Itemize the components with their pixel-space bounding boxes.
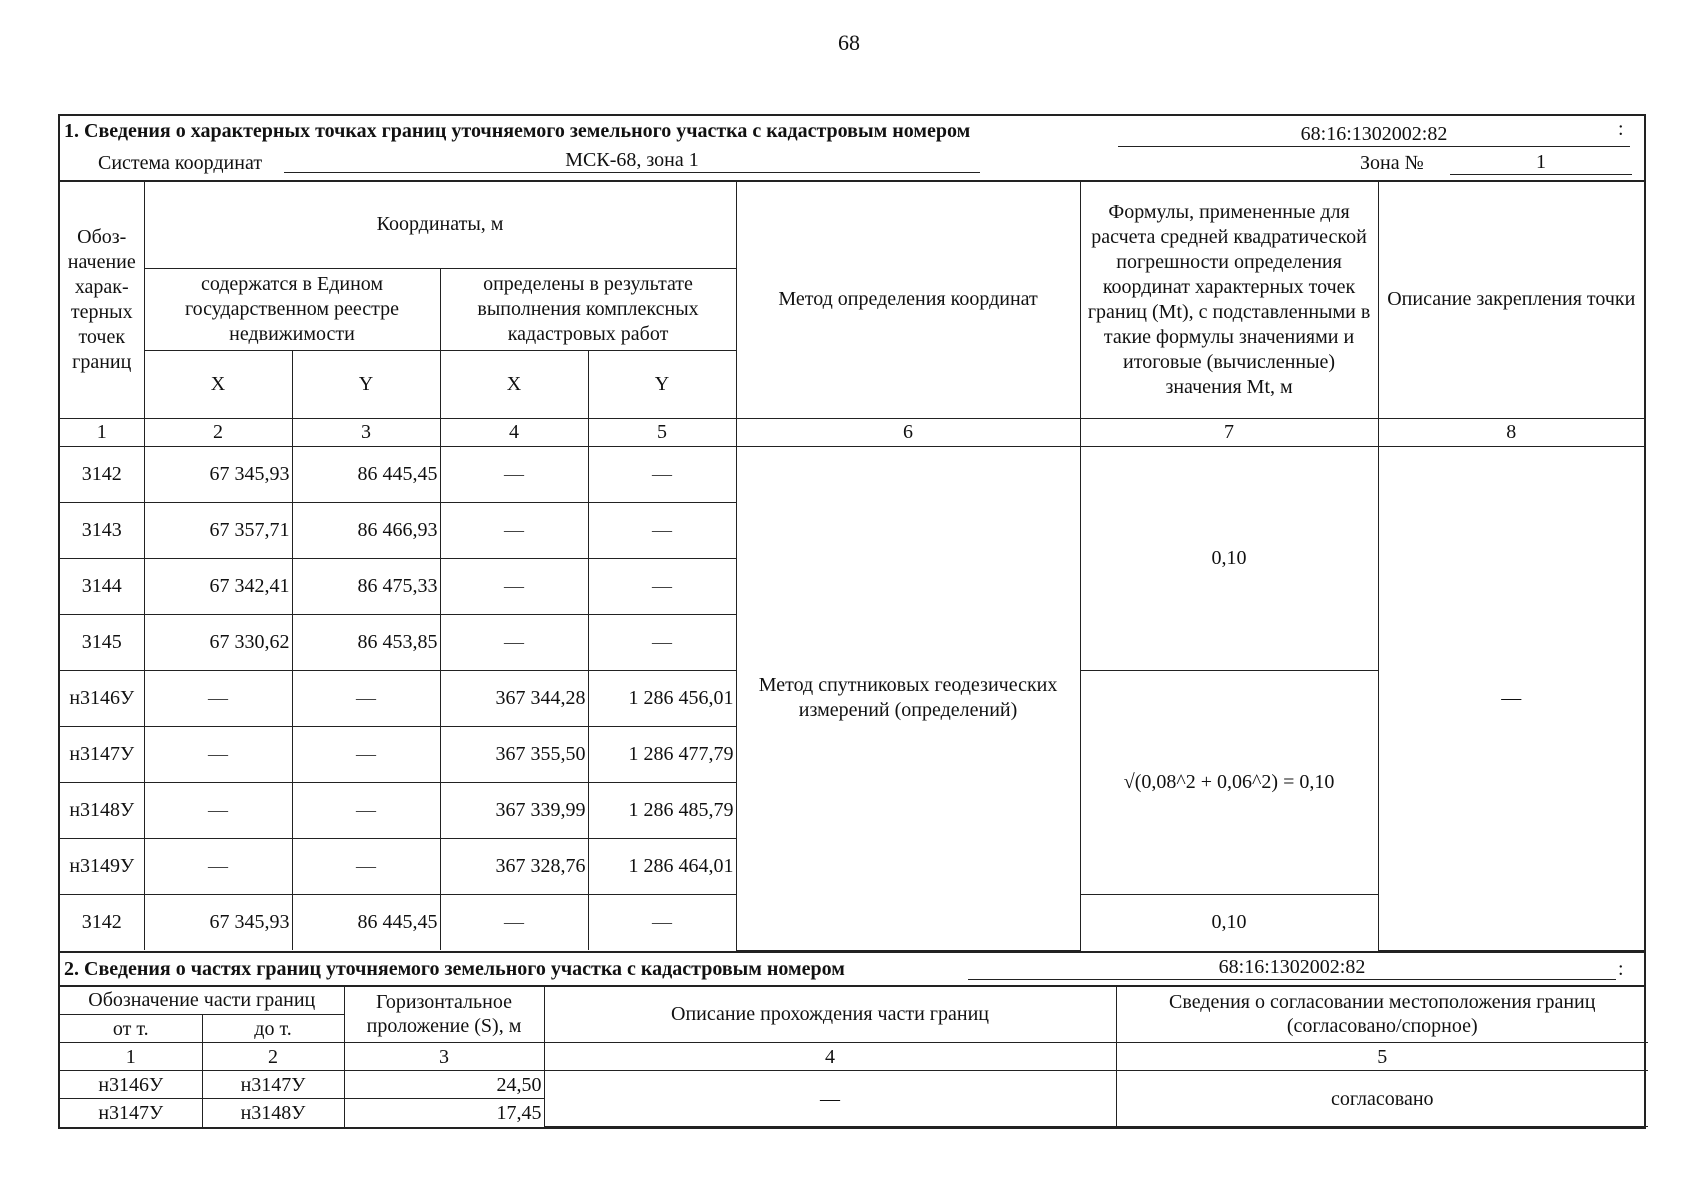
point-name: 3143	[60, 502, 144, 558]
y-complex: 1 286 464,01	[588, 838, 736, 894]
point-name: 3144	[60, 558, 144, 614]
section1-header	[60, 116, 1644, 182]
col-number: 4	[544, 1043, 1116, 1071]
x-complex: 367 344,28	[440, 670, 588, 726]
method-value: Метод спутниковых геодезических измерений (определений)	[736, 446, 1080, 950]
y-complex: 1 286 456,01	[588, 670, 736, 726]
col-number: 3	[344, 1043, 544, 1071]
table-row	[60, 1071, 1648, 1099]
header-from: от т.	[60, 1015, 202, 1043]
x-complex: —	[440, 502, 588, 558]
col-number: 8	[1378, 418, 1644, 446]
col-number: 7	[1080, 418, 1378, 446]
point-name: 3142	[60, 894, 144, 950]
part-from: н3146У	[60, 1071, 202, 1099]
x-complex: —	[440, 894, 588, 950]
col-number: 4	[440, 418, 588, 446]
point-name: н3146У	[60, 670, 144, 726]
y-egrn: 86 466,93	[292, 502, 440, 558]
header-to: до т.	[202, 1015, 344, 1043]
header-horizontal: Горизонтальное проложение (S), м	[344, 987, 544, 1043]
point-name: н3147У	[60, 726, 144, 782]
x-complex: —	[440, 446, 588, 502]
section2-header	[60, 951, 1644, 987]
section1-colon: :	[1618, 118, 1624, 140]
header-formulas: Формулы, примененные для расчета средней квадратической погрешности определения координат характерных точек границ (Mt), с подставленными в такие формулы значениями и итоговые (вычисленные) значения Mt, м	[1080, 182, 1378, 418]
y-complex: —	[588, 502, 736, 558]
header-complex: определены в результате выполнения комплексных кадастровых работ	[440, 268, 736, 350]
coord-system-label: Система координат	[98, 152, 263, 174]
x-egrn: —	[144, 838, 292, 894]
points-table	[60, 182, 1644, 951]
x-egrn: 67 357,71	[144, 502, 292, 558]
y-complex: —	[588, 894, 736, 950]
x-egrn: —	[144, 782, 292, 838]
y-egrn: —	[292, 726, 440, 782]
x-egrn: —	[144, 726, 292, 782]
header-coordinates: Координаты, м	[144, 182, 736, 268]
header-part-designation: Обозначение части границ	[60, 987, 344, 1015]
table-row	[60, 446, 1644, 502]
header-y1: Y	[292, 350, 440, 418]
part-length: 17,45	[344, 1099, 544, 1127]
col-number: 6	[736, 418, 1080, 446]
header-method: Метод определения координат	[736, 182, 1080, 418]
agreement-value: согласовано	[1116, 1071, 1648, 1127]
header-x1: X	[144, 350, 292, 418]
mt-value-group3: 0,10	[1080, 894, 1378, 950]
header-x2: X	[440, 350, 588, 418]
x-complex: —	[440, 558, 588, 614]
y-egrn: 86 445,45	[292, 894, 440, 950]
y-egrn: 86 453,85	[292, 614, 440, 670]
x-egrn: 67 330,62	[144, 614, 292, 670]
col-number: 1	[60, 418, 144, 446]
col-number: 1	[60, 1043, 202, 1071]
page-number: 68	[838, 30, 860, 55]
coord-system-value: МСК-68, зона 1	[284, 148, 980, 173]
x-complex: 367 355,50	[440, 726, 588, 782]
y-complex: 1 286 477,79	[588, 726, 736, 782]
mt-value-group2: √(0,08^2 + 0,06^2) = 0,10	[1080, 670, 1378, 894]
section2-cadastral-number: 68:16:1302002:82	[968, 955, 1616, 980]
header-y2: Y	[588, 350, 736, 418]
section1-title: 1. Сведения о характерных точках границ уточняемого земельного участка с кадастровым номером	[64, 120, 971, 142]
y-egrn: 86 445,45	[292, 446, 440, 502]
boundary-parts-table	[60, 987, 1648, 1128]
col-number: 5	[588, 418, 736, 446]
y-egrn: —	[292, 838, 440, 894]
zone-value: 1	[1450, 150, 1632, 175]
y-complex: —	[588, 558, 736, 614]
x-complex: —	[440, 614, 588, 670]
header-fixing: Описание закрепления точки	[1378, 182, 1644, 418]
y-complex: 1 286 485,79	[588, 782, 736, 838]
y-complex: —	[588, 614, 736, 670]
point-name: н3148У	[60, 782, 144, 838]
y-egrn: —	[292, 670, 440, 726]
point-name: 3145	[60, 614, 144, 670]
y-egrn: 86 475,33	[292, 558, 440, 614]
section2-colon: :	[1618, 957, 1624, 980]
col-number: 2	[144, 418, 292, 446]
part-to: н3147У	[202, 1071, 344, 1099]
x-complex: 367 328,76	[440, 838, 588, 894]
point-name: 3142	[60, 446, 144, 502]
point-name: н3149У	[60, 838, 144, 894]
x-complex: 367 339,99	[440, 782, 588, 838]
part-from: н3147У	[60, 1099, 202, 1127]
x-egrn: —	[144, 670, 292, 726]
col-number: 5	[1116, 1043, 1648, 1071]
y-egrn: —	[292, 782, 440, 838]
part-length: 24,50	[344, 1071, 544, 1099]
col-number: 2	[202, 1043, 344, 1071]
header-egrn: содержатся в Едином государственном реестре недвижимости	[144, 268, 440, 350]
mt-value-group1: 0,10	[1080, 446, 1378, 670]
fixing-value: —	[1378, 446, 1644, 950]
x-egrn: 67 345,93	[144, 894, 292, 950]
section1-cadastral-number: 68:16:1302002:82	[1118, 122, 1630, 147]
zone-label: Зона №	[1360, 152, 1424, 174]
part-to: н3148У	[202, 1099, 344, 1127]
section2-title: 2. Сведения о частях границ уточняемого земельного участка с кадастровым номером	[64, 957, 845, 980]
header-description: Описание прохождения части границ	[544, 987, 1116, 1043]
header-designation: Обоз- начение харак- терных точек границ	[60, 182, 144, 418]
header-agreement: Сведения о согласовании местоположения границ (согласовано/спорное)	[1116, 987, 1648, 1043]
document-frame	[58, 114, 1646, 1129]
y-complex: —	[588, 446, 736, 502]
x-egrn: 67 342,41	[144, 558, 292, 614]
col-number: 3	[292, 418, 440, 446]
x-egrn: 67 345,93	[144, 446, 292, 502]
description-value: —	[544, 1071, 1116, 1127]
